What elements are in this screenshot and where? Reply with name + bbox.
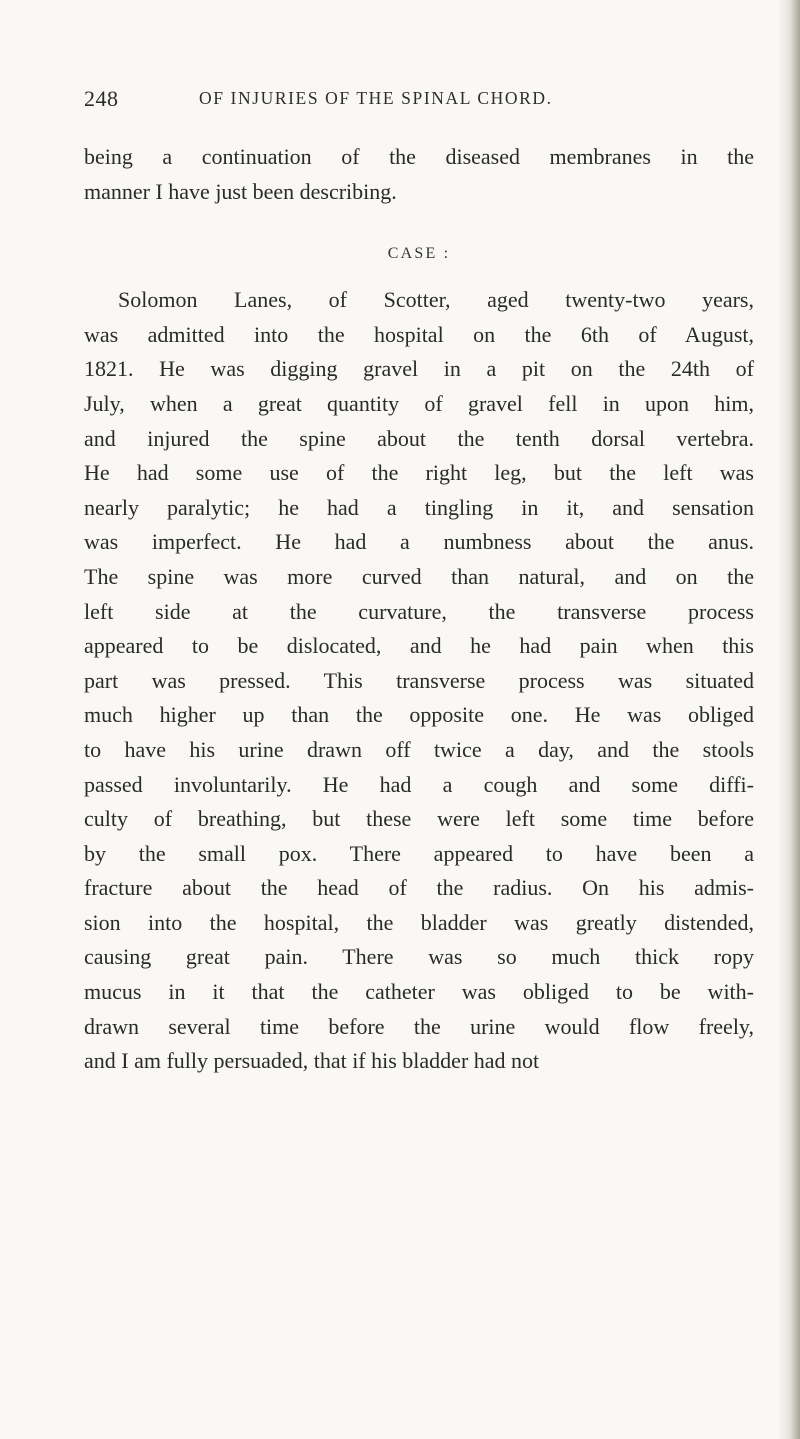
text-line: fracture about the head of the radius. On his admis- xyxy=(84,875,754,901)
text-line: much higher up than the opposite one. He was obliged xyxy=(84,702,754,728)
text-line: was imperfect. He had a numbness about the anus. xyxy=(84,529,754,555)
case-heading: CASE : xyxy=(387,245,451,263)
running-head xyxy=(84,86,754,116)
text-line: appeared to be dislocated, and he had pain when this xyxy=(84,633,754,659)
text-line: causing great pain. There was so much thick ropy xyxy=(84,944,754,970)
text-line: by the small pox. There appeared to have been a xyxy=(84,840,754,866)
body-text xyxy=(84,140,754,1079)
text-line: mucus in it that the catheter was obliged to be with- xyxy=(84,979,754,1005)
text-line: being a continuation of the diseased membranes in the xyxy=(84,144,754,169)
text-line: and injured the spine about the tenth dorsal vertebra. xyxy=(84,425,754,451)
text-line: left side at the curvature, the transverse process xyxy=(84,598,754,624)
running-title: OF INJURIES OF THE SPINAL CHORD. xyxy=(199,88,553,108)
spacer xyxy=(84,209,754,225)
text-line: He had some use of the right leg, but the left was xyxy=(84,460,754,486)
text-line: 1821. He was digging gravel in a pit on the 24th of xyxy=(84,356,754,382)
page-edge-shadow xyxy=(778,0,800,1439)
text-line: was admitted into the hospital on the 6th of August, xyxy=(84,321,754,347)
text-line: July, when a great quantity of gravel fell in upon him, xyxy=(84,390,754,416)
text-line: manner I have just been describing. xyxy=(84,178,397,204)
page-number: 248 xyxy=(84,86,119,111)
text-line: passed involuntarily. He had a cough and some diffi- xyxy=(84,771,754,797)
text-line: to have his urine drawn off twice a day, and the stools xyxy=(84,736,754,762)
text-line: drawn several time before the urine would flow freely, xyxy=(84,1013,754,1039)
text-line: The spine was more curved than natural, and on the xyxy=(84,563,754,589)
text-line: and I am fully persuaded, that if his bladder had not xyxy=(84,1048,540,1074)
text-line: nearly paralytic; he had a tingling in it, and sensation xyxy=(84,494,754,520)
text-line: Solomon Lanes, of Scotter, aged twenty-two years, xyxy=(118,287,754,313)
text-line: sion into the hospital, the bladder was greatly distended, xyxy=(84,909,754,935)
text-line: culty of breathing, but these were left some time before xyxy=(84,806,754,832)
text-line: part was pressed. This transverse process was situated xyxy=(84,667,754,693)
